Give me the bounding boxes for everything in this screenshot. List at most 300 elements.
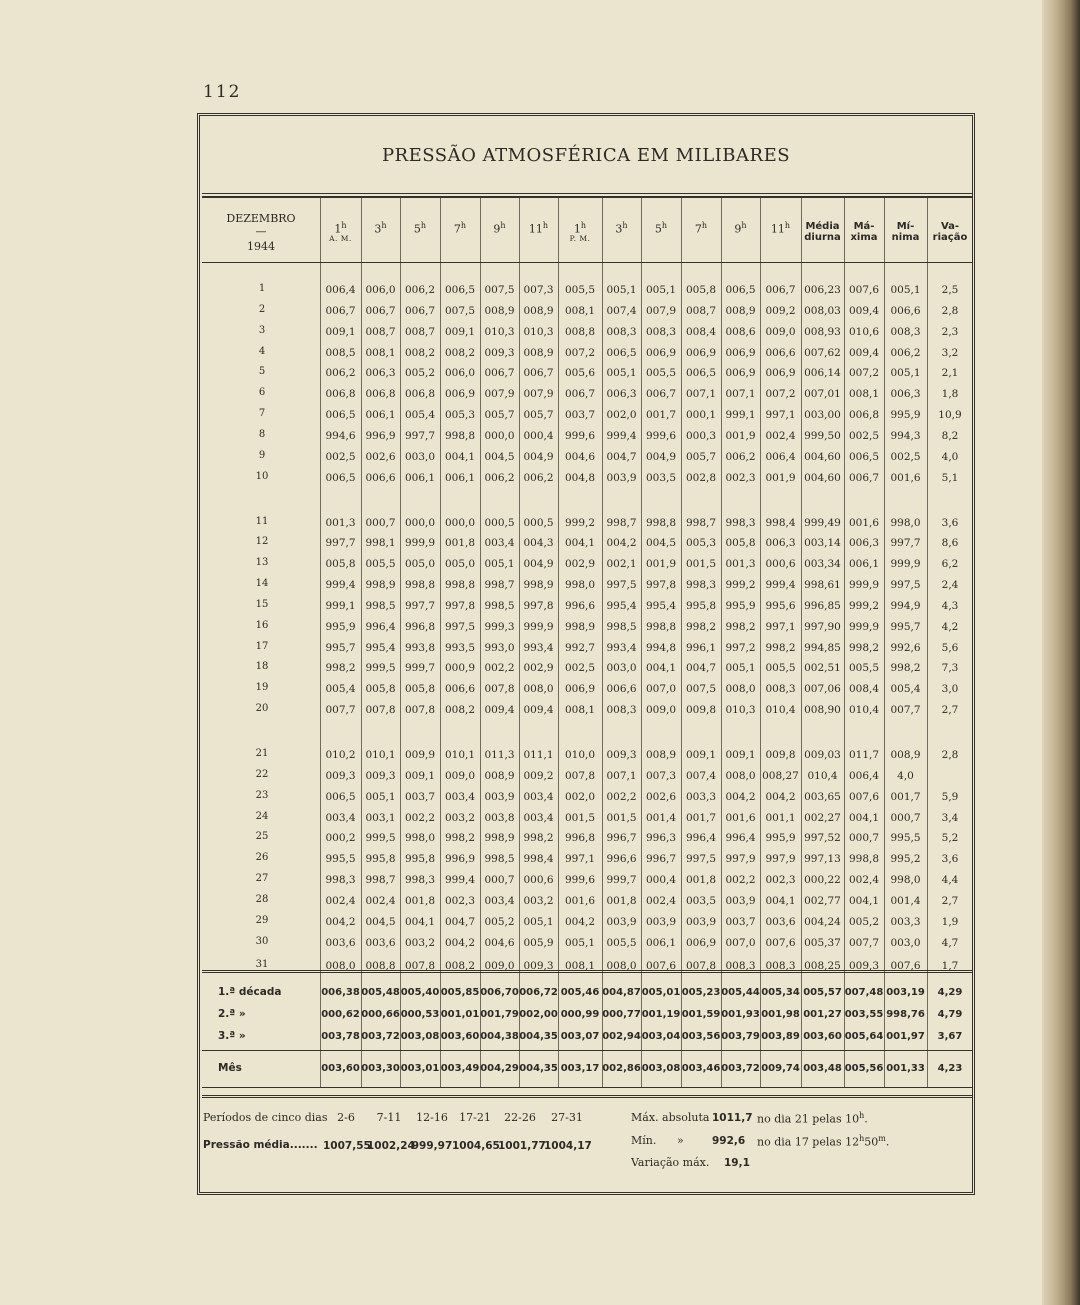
value-cell: 4,0 (897, 769, 914, 782)
value-cell: 005,2 (848, 915, 880, 928)
value-cell: 002,8 (685, 471, 717, 484)
value-cell: 006,3 (848, 537, 880, 550)
summary-cell: 005,46 (560, 987, 600, 998)
value-cell: 005,1 (890, 284, 921, 296)
hour-header-12 (760, 222, 801, 235)
value-cell: 999,2 (564, 516, 596, 529)
period-range: 12-16 (416, 1111, 448, 1124)
value-cell: 002,5 (325, 450, 356, 463)
value-cell: 998,2 (765, 641, 796, 654)
value-cell: 996,9 (365, 429, 396, 442)
hour-number: 5 (413, 222, 421, 236)
hour-unit: h (500, 221, 506, 230)
summary-cell: 006,70 (480, 987, 519, 998)
value-cell: 000,4 (523, 429, 554, 442)
value-cell: 006,7 (848, 471, 880, 484)
value-cell: 997,1 (765, 620, 796, 633)
day-label: 8 (258, 428, 266, 440)
value-cell: 005,8 (404, 683, 436, 696)
value-cell: 011,7 (848, 749, 880, 761)
value-cell: 010,4 (807, 769, 838, 782)
value-cell: 003,4 (484, 894, 515, 907)
summary-cell: 005,44 (721, 987, 760, 998)
value-cell: 998,5 (365, 599, 396, 612)
value-cell: 006,0 (444, 367, 476, 380)
summary-cell: 003,19 (886, 987, 925, 998)
value-cell: 007,4 (606, 304, 637, 317)
value-cell: 997,52 (804, 832, 841, 845)
hour-period: A. M. (329, 234, 352, 244)
summary-cell: 000,62 (321, 1009, 360, 1020)
value-cell: 006,6 (765, 346, 796, 359)
value-cell: 005,8 (365, 683, 396, 696)
value-cell: 004,8 (564, 471, 596, 484)
hour-header-4 (440, 222, 480, 235)
summary-cell: 007,48 (844, 987, 884, 998)
value-cell: 008,9 (484, 304, 515, 317)
summary-cell: 003,17 (560, 1063, 600, 1074)
value-cell: 005,0 (444, 558, 476, 571)
value-cell: 008,9 (725, 304, 756, 317)
summary-cell: 000,66 (361, 1009, 400, 1020)
value-cell: 008,0 (725, 683, 756, 696)
summary-cell: 005,85 (440, 987, 480, 998)
day-label: 21 (255, 748, 269, 759)
hour-number: 3 (615, 222, 623, 236)
value-cell: 995,5 (325, 853, 356, 866)
hour-header-7 (558, 222, 602, 243)
value-cell: 004,1 (645, 662, 677, 675)
value-cell: 2,7 (941, 704, 959, 717)
value-cell: 997,7 (404, 599, 436, 612)
value-cell: 002,6 (645, 790, 677, 803)
day-label: 28 (255, 893, 269, 905)
value-cell: 002,4 (848, 874, 880, 887)
period-range: 2-6 (337, 1111, 355, 1124)
value-cell: 007,8 (404, 704, 436, 717)
value-cell: 006,0 (365, 284, 396, 296)
value-cell: 997,9 (725, 853, 756, 866)
value-cell: 008,3 (606, 325, 637, 338)
value-cell: 998,9 (523, 579, 554, 592)
value-cell: 999,6 (564, 874, 596, 887)
value-cell: 999,9 (848, 620, 880, 633)
value-cell: 999,5 (365, 662, 396, 675)
value-cell: 4,7 (941, 936, 959, 949)
value-cell: 006,9 (765, 367, 796, 380)
value-cell: 999,2 (725, 579, 756, 592)
value-cell: 005,7 (484, 409, 515, 422)
value-cell: 998,5 (484, 853, 515, 866)
value-cell: 003,0 (404, 450, 436, 463)
summary-cell: 006,72 (519, 987, 558, 998)
value-cell: 009,1 (725, 749, 756, 761)
value-cell: 001,5 (685, 558, 717, 571)
value-cell: 6,2 (941, 558, 959, 571)
value-cell: 2,7 (941, 894, 959, 907)
value-cell: 2,1 (941, 367, 959, 380)
value-cell: 003,6 (365, 936, 396, 949)
value-cell: 998,2 (685, 620, 717, 633)
value-cell: 003,3 (890, 915, 921, 928)
stat-header-2-line1: Má- (853, 221, 875, 232)
value-cell: 004,1 (848, 811, 880, 824)
value-cell: 002,2 (725, 874, 756, 887)
summary-divider-rule (202, 1050, 973, 1051)
value-cell: 008,7 (404, 325, 436, 338)
value-cell: 009,0 (645, 704, 677, 717)
value-cell: 002,4 (325, 894, 356, 907)
hour-header-9 (641, 222, 681, 235)
day-label: 15 (255, 598, 269, 610)
value-cell: 998,8 (444, 429, 476, 442)
min-absolute-label: Mín. (631, 1134, 657, 1147)
value-cell: 996,8 (564, 832, 596, 845)
value-cell: 997,5 (444, 620, 476, 633)
value-cell: 5,9 (941, 790, 959, 803)
value-cell: 004,6 (484, 936, 515, 949)
summary-cell: 003,72 (361, 1031, 400, 1042)
value-cell: 005,1 (890, 367, 921, 380)
value-cell: 998,0 (564, 579, 596, 592)
value-cell: 997,5 (890, 579, 921, 592)
summary-label: Mês (218, 1062, 242, 1074)
value-cell: 006,9 (685, 346, 717, 359)
value-cell: 005,5 (564, 284, 596, 296)
value-cell: 005,8 (725, 537, 756, 550)
value-cell: 007,8 (365, 704, 396, 717)
value-cell: 008,4 (848, 683, 880, 696)
value-cell: 998,8 (848, 853, 880, 866)
summary-cell: 005,34 (761, 987, 800, 998)
value-cell: 008,9 (484, 769, 515, 782)
day-label: 16 (255, 619, 269, 631)
value-cell: 006,2 (725, 450, 756, 463)
hour-number: 3 (374, 222, 382, 236)
pressure-mean-label: Pressão média....... (203, 1139, 318, 1151)
summary-cell: 4,29 (937, 987, 963, 998)
value-cell: 007,2 (848, 367, 880, 380)
summary-cell: 003,60 (321, 1063, 360, 1074)
value-cell: 004,1 (404, 915, 436, 928)
header-year: 1944 (247, 240, 275, 253)
value-cell: 002,5 (890, 450, 921, 463)
value-cell: 007,7 (325, 704, 356, 717)
value-cell: 001,4 (645, 811, 677, 824)
day-label: 7 (258, 408, 266, 420)
value-cell: 005,6 (564, 367, 596, 380)
value-cell: 001,7 (645, 409, 677, 422)
hour-header-3 (400, 222, 440, 235)
value-cell: 008,93 (804, 325, 841, 338)
value-cell: 003,4 (325, 811, 356, 824)
value-cell: 998,0 (890, 874, 921, 887)
header-bottom-rule (202, 262, 973, 263)
value-cell: 2,8 (941, 304, 959, 317)
value-cell: 998,2 (848, 641, 880, 654)
value-cell: 001,3 (325, 516, 356, 529)
value-cell: 003,4 (444, 790, 476, 803)
value-cell: 000,9 (444, 662, 476, 675)
value-cell: 006,7 (484, 367, 515, 380)
value-cell: 007,5 (685, 683, 717, 696)
value-cell: 997,1 (765, 409, 796, 422)
hour-number: 1 (573, 222, 581, 236)
value-cell: 997,1 (564, 853, 596, 866)
value-cell: 006,5 (685, 367, 717, 380)
value-cell: 998,3 (685, 579, 717, 592)
value-cell: 001,4 (890, 894, 921, 907)
value-cell: 999,9 (404, 537, 436, 550)
value-cell: 006,1 (404, 471, 436, 484)
header-dash: — (255, 225, 267, 238)
day-label: 12 (255, 536, 269, 548)
hour-header-6 (519, 222, 558, 235)
value-cell: 1,9 (941, 915, 959, 928)
value-cell: 994,9 (890, 599, 921, 612)
summary-cell: 001,98 (761, 1009, 800, 1020)
value-cell: 007,7 (890, 704, 921, 717)
hour-header-10 (681, 222, 721, 235)
value-cell: 5,6 (941, 641, 959, 654)
value-cell: 997,7 (890, 537, 921, 550)
value-cell: 007,9 (523, 388, 554, 401)
value-cell: 998,3 (404, 874, 436, 887)
summary-cell: 003,60 (440, 1031, 480, 1042)
value-cell: 997,8 (645, 579, 677, 592)
value-cell: 005,9 (523, 936, 554, 949)
value-cell: 997,5 (606, 579, 637, 592)
value-cell: 008,0 (606, 960, 637, 972)
value-cell: 009,0 (444, 769, 476, 782)
value-cell: 007,8 (685, 960, 717, 972)
value-cell: 995,8 (404, 853, 436, 866)
value-cell: 005,1 (365, 790, 396, 803)
value-cell: 999,5 (365, 832, 396, 845)
value-cell: 007,6 (890, 960, 921, 972)
value-cell: 995,7 (890, 620, 921, 633)
value-cell: 994,85 (804, 641, 841, 654)
value-cell: 007,5 (444, 304, 476, 317)
value-cell: 008,27 (762, 769, 799, 782)
value-cell: 999,4 (765, 579, 796, 592)
value-cell: 007,0 (725, 936, 756, 949)
summary-label: 2.ª » (218, 1008, 246, 1020)
value-cell: 004,60 (804, 471, 841, 484)
periods-label: Períodos de cinco dias (203, 1111, 328, 1124)
value-cell: 998,2 (890, 662, 921, 675)
day-label: 2 (258, 303, 266, 315)
summary-cell: 003,46 (681, 1063, 721, 1074)
value-cell: 006,1 (365, 409, 396, 422)
summary-cell: 003,04 (641, 1031, 681, 1042)
value-cell: 996,3 (645, 832, 677, 845)
value-cell: 007,01 (804, 388, 841, 401)
day-label: 31 (255, 959, 269, 970)
value-cell: 005,1 (725, 662, 756, 675)
value-cell: 4,3 (941, 599, 959, 612)
day-label: 1 (258, 283, 266, 294)
table-bottom-rule (202, 1087, 973, 1088)
value-cell: 001,7 (685, 811, 717, 824)
value-cell: 008,1 (365, 346, 396, 359)
day-label: 17 (255, 640, 269, 652)
value-cell: 006,1 (444, 471, 476, 484)
value-cell: 995,4 (645, 599, 677, 612)
value-cell: 4,4 (941, 874, 959, 887)
value-cell: 3,4 (941, 811, 959, 824)
summary-cell: 003,60 (803, 1031, 842, 1042)
value-cell: 006,2 (484, 471, 515, 484)
value-cell: 010,3 (523, 325, 554, 338)
max-variation-label: Variação máx. (631, 1156, 710, 1169)
hour-number: 9 (734, 222, 742, 236)
value-cell: 009,2 (765, 304, 796, 317)
value-cell: 996,4 (725, 832, 756, 845)
summary-cell: 003,55 (844, 1009, 884, 1020)
value-cell: 006,5 (325, 471, 356, 484)
value-cell: 998,8 (404, 579, 436, 592)
value-cell: 999,4 (606, 429, 637, 442)
value-cell: 007,6 (848, 790, 880, 803)
value-cell: 005,1 (523, 915, 554, 928)
value-cell: 006,5 (848, 450, 880, 463)
value-cell: 992,7 (564, 641, 596, 654)
value-cell: 8,2 (941, 429, 959, 442)
value-cell: 998,2 (444, 832, 476, 845)
value-cell: 009,3 (523, 960, 554, 972)
day-label: 24 (255, 810, 269, 822)
page-gutter-shadow (1042, 0, 1080, 1305)
value-cell: 009,3 (848, 960, 880, 972)
value-cell: 009,0 (765, 325, 796, 338)
value-cell: 008,2 (444, 960, 476, 972)
period-mean-pressure: 1004,65 (452, 1140, 500, 1152)
value-cell: 004,5 (645, 537, 677, 550)
value-cell: 009,3 (606, 749, 637, 761)
value-cell: 003,2 (404, 936, 436, 949)
value-cell: 995,2 (890, 853, 921, 866)
value-cell: 010,0 (564, 749, 596, 761)
value-cell: 995,8 (365, 853, 396, 866)
day-label: 27 (255, 873, 269, 885)
value-cell: 996,4 (365, 620, 396, 633)
value-cell: 003,6 (325, 936, 356, 949)
value-cell: 000,1 (685, 409, 717, 422)
value-cell: 008,03 (804, 304, 841, 317)
value-cell: 997,8 (523, 599, 554, 612)
value-cell: 008,9 (890, 749, 921, 761)
value-cell: 004,2 (725, 790, 756, 803)
value-cell: 005,3 (685, 537, 717, 550)
value-cell: 008,7 (685, 304, 717, 317)
summary-cell: 3,67 (937, 1031, 963, 1042)
value-cell: 006,4 (765, 450, 796, 463)
summary-cell: 001,01 (440, 1009, 480, 1020)
value-cell: 005,8 (685, 284, 717, 296)
value-cell: 004,5 (484, 450, 515, 463)
value-cell: 005,4 (890, 683, 921, 696)
value-cell: 999,9 (848, 579, 880, 592)
value-cell: 006,2 (523, 471, 554, 484)
summary-cell: 001,19 (641, 1009, 681, 1020)
value-cell: 005,1 (645, 284, 677, 296)
value-cell: 008,8 (365, 960, 396, 972)
value-cell: 002,9 (564, 558, 596, 571)
value-cell: 001,6 (725, 811, 756, 824)
value-cell: 009,03 (804, 749, 841, 761)
value-cell: 5,2 (941, 832, 959, 845)
summary-cell: 4,23 (937, 1063, 963, 1074)
summary-cell: 009,74 (761, 1063, 800, 1074)
value-cell: 006,8 (325, 388, 356, 401)
value-cell: 000,3 (685, 429, 717, 442)
value-cell: 1,7 (941, 960, 959, 972)
hour-number: 5 (654, 222, 662, 236)
value-cell: 009,8 (685, 704, 717, 717)
value-cell: 005,5 (765, 662, 796, 675)
value-cell: 004,1 (848, 894, 880, 907)
day-label: 22 (255, 768, 269, 780)
hour-unit: h (460, 221, 467, 230)
value-cell: 002,27 (804, 811, 841, 824)
value-cell: 009,4 (523, 704, 554, 717)
value-cell: 000,22 (804, 874, 841, 887)
value-cell: 007,1 (725, 388, 756, 401)
day-label: 25 (255, 831, 269, 843)
value-cell: 000,0 (404, 516, 436, 529)
day-label: 3 (258, 324, 266, 336)
value-cell: 005,5 (606, 936, 637, 949)
value-cell: 003,7 (725, 915, 756, 928)
value-cell: 006,7 (523, 367, 554, 380)
stat-header-3-line1: Mí- (896, 221, 915, 232)
value-cell: 001,8 (606, 894, 637, 907)
value-cell: 007,9 (484, 388, 515, 401)
value-cell: 003,7 (404, 790, 436, 803)
value-cell: 001,6 (890, 471, 921, 484)
hour-number: 11 (770, 222, 785, 236)
value-cell: 993,5 (444, 641, 476, 654)
value-cell: 006,3 (365, 367, 396, 380)
value-cell: 008,3 (890, 325, 921, 338)
value-cell: 006,7 (365, 304, 396, 317)
value-cell: 003,4 (484, 537, 515, 550)
summary-cell: 004,35 (519, 1031, 558, 1042)
value-cell: 008,1 (848, 388, 880, 401)
value-cell: 005,2 (404, 367, 436, 380)
value-cell: 994,3 (890, 429, 921, 442)
summary-cell: 005,23 (681, 987, 721, 998)
value-cell: 010,1 (444, 749, 476, 761)
value-cell: 999,4 (444, 874, 476, 887)
hour-number: 7 (694, 222, 702, 236)
hour-unit: h (381, 221, 387, 230)
value-cell: 998,9 (484, 832, 515, 845)
hour-header-1 (320, 222, 361, 243)
value-cell: 008,3 (725, 960, 756, 972)
value-cell: 998,7 (606, 516, 637, 529)
value-cell: 006,5 (606, 346, 637, 359)
value-cell: 003,4 (523, 790, 554, 803)
value-cell: 004,1 (765, 894, 796, 907)
value-cell: 005,1 (484, 558, 515, 571)
value-cell: 993,4 (523, 641, 554, 654)
value-cell: 004,60 (804, 450, 841, 463)
value-cell: 006,9 (444, 388, 476, 401)
value-cell: 002,4 (365, 894, 396, 907)
value-cell: 002,2 (606, 790, 637, 803)
